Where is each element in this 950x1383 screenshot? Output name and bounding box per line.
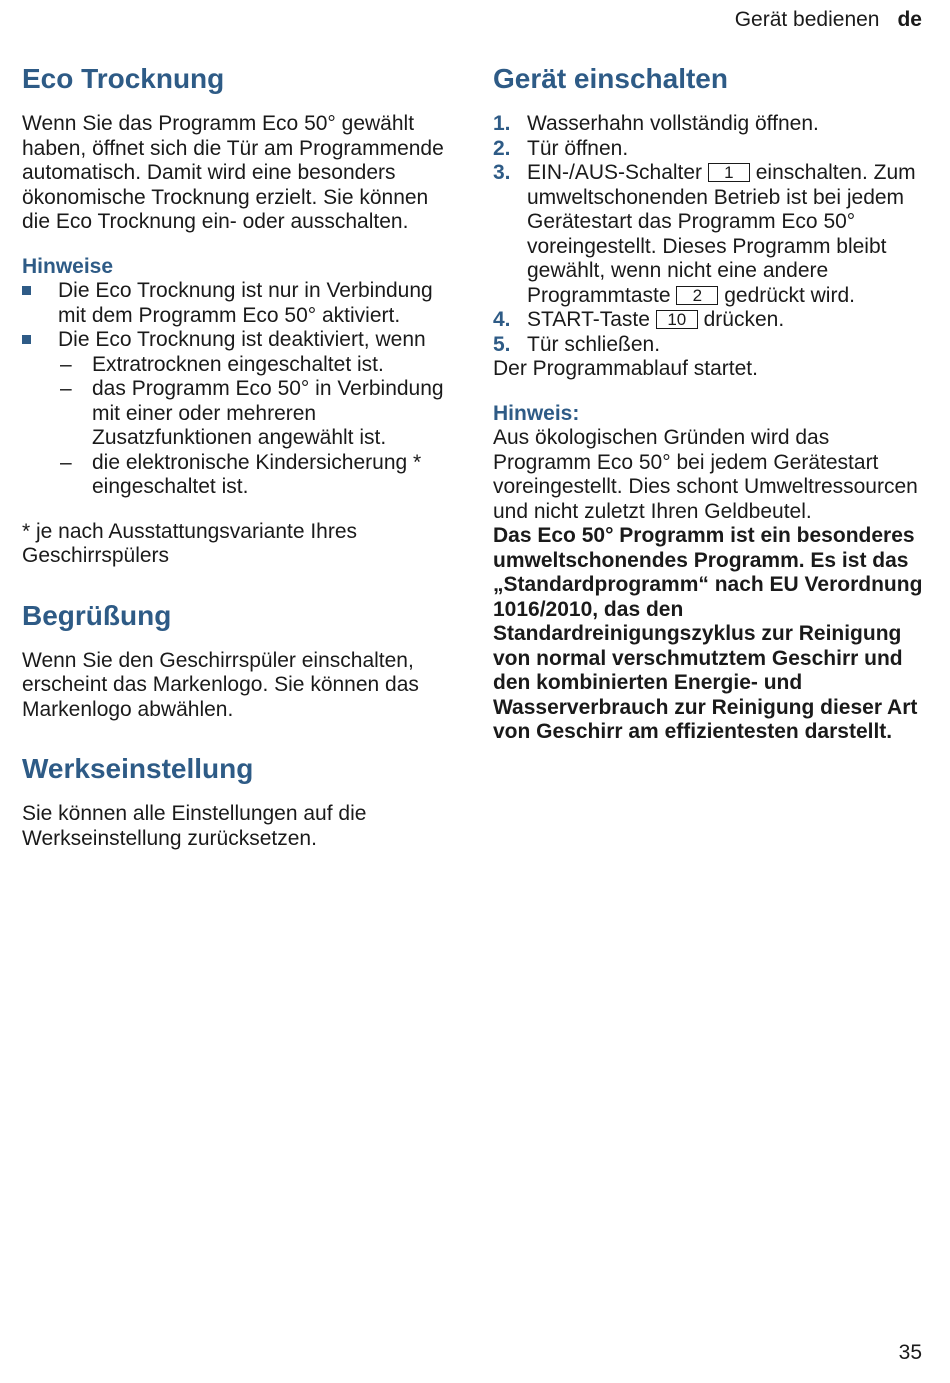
switch-on-steps	[493, 112, 923, 357]
step-text: Tür öffnen.	[527, 136, 629, 160]
factory-settings-heading: Werkseinstellung	[22, 753, 254, 784]
footnote: * je nach Ausstattungsvariante Ihres Geschirrspülers	[22, 519, 358, 567]
notes-heading: Hinweise	[22, 254, 114, 278]
note-bullet-2: Die Eco Trocknung ist deaktiviert, wenn	[58, 328, 426, 351]
list-item	[22, 328, 452, 500]
list-item	[58, 377, 452, 451]
header-section-title: Gerät bedienen	[734, 8, 880, 31]
bullet-square-icon	[22, 286, 31, 295]
note-heading: Hinweis:	[493, 401, 580, 425]
step-text-post: gedrückt wird.	[724, 283, 855, 307]
step-text: Wasserhahn vollständig öffnen.	[527, 112, 819, 135]
eco-drying-paragraph: Wenn Sie das Programm Eco 50° gewählt haben, öffnet sich die Tür am Programmende automatisch. Damit wird eine besonders ökonomische Trocknung erzielt. Sie können die Eco Trocknung ein- oder ausschalten.	[22, 112, 444, 233]
step-number: 2.	[493, 136, 511, 160]
list-item	[493, 333, 923, 358]
list-item	[493, 161, 923, 308]
dash-icon: –	[60, 352, 72, 376]
note-paragraph: Aus ökologischen Gründen wird das Programm Eco 50° bei jedem Gerätestart voreingestellt. Dies schont Umweltressourcen und nicht zuletzt Ihren Geldbeutel.	[493, 426, 918, 523]
page-number: 35	[898, 1341, 922, 1364]
note-bullet-1: Die Eco Trocknung ist nur in Verbindung mit dem Programm Eco 50° aktiviert.	[58, 279, 433, 327]
deactivation-conditions	[58, 353, 452, 500]
header-language: de	[897, 8, 922, 31]
step-text: Tür schließen.	[527, 332, 661, 356]
program-key-icon: 2	[676, 286, 718, 305]
list-item	[22, 279, 452, 328]
step-text-mid: einschalten. Zum umweltschonenden Betrieb ist bei jedem Gerätestart das Programm Eco 50° voreingestellt. Dieses Programm bleibt gewählt, wenn nicht eine andere Programmtaste	[527, 161, 916, 307]
greeting-section	[22, 597, 452, 723]
greeting-paragraph: Wenn Sie den Geschirrspüler einschalten, erscheint das Markenlogo. Sie können das Markenlogo abwählen.	[22, 648, 419, 721]
bullet-square-icon	[22, 335, 31, 344]
notes-list	[22, 279, 452, 500]
eco-drying-heading: Eco Trocknung	[22, 63, 225, 94]
step-number: 5.	[493, 332, 511, 356]
step-number: 3.	[493, 161, 511, 184]
power-switch-key-icon: 1	[708, 163, 750, 182]
factory-settings-section	[22, 750, 452, 851]
step-number: 4.	[493, 308, 511, 331]
condition-text: die elektronische Kindersicherung * eingeschaltet ist.	[92, 450, 422, 498]
switch-on-heading: Gerät einschalten	[493, 63, 728, 94]
dash-icon: –	[60, 377, 72, 400]
list-item	[493, 137, 923, 162]
list-item	[493, 112, 923, 137]
step-text-post: drücken.	[703, 308, 785, 331]
eco-drying-section	[22, 60, 452, 569]
step-text-pre: START-Taste	[527, 308, 650, 331]
page-header	[735, 8, 922, 32]
list-item	[58, 451, 452, 500]
dash-icon: –	[60, 450, 72, 474]
standard-program-paragraph: Das Eco 50° Programm ist ein besonderes umweltschonendes Programm. Es ist das „Standardprogramm“ nach EU Verordnung 1016/2010, das den Standardreinigungszyklus zur Reinigung von normal verschmutztem Geschirr und den kombinierten Energie- und Wasserverbrauch zur Reinigung dieser Art von Geschirr am effizientesten darstellt.	[493, 524, 923, 743]
start-key-icon: 10	[656, 310, 698, 329]
step-text-pre: EIN-/AUS-Schalter	[527, 161, 703, 184]
condition-text: das Programm Eco 50° in Verbindung mit einer oder mehreren Zusatzfunktionen angewählt ist.	[92, 377, 444, 449]
list-item	[58, 353, 452, 378]
greeting-heading: Begrüßung	[22, 599, 172, 631]
condition-text: Extratrocknen eingeschaltet ist.	[92, 352, 384, 376]
right-column	[493, 60, 923, 745]
factory-settings-paragraph: Sie können alle Einstellungen auf die Werkseinstellung zurücksetzen.	[22, 802, 367, 850]
step-number: 1.	[493, 112, 511, 135]
left-column	[22, 60, 452, 873]
list-item	[493, 308, 923, 333]
result-text: Der Programmablauf startet.	[493, 357, 758, 380]
